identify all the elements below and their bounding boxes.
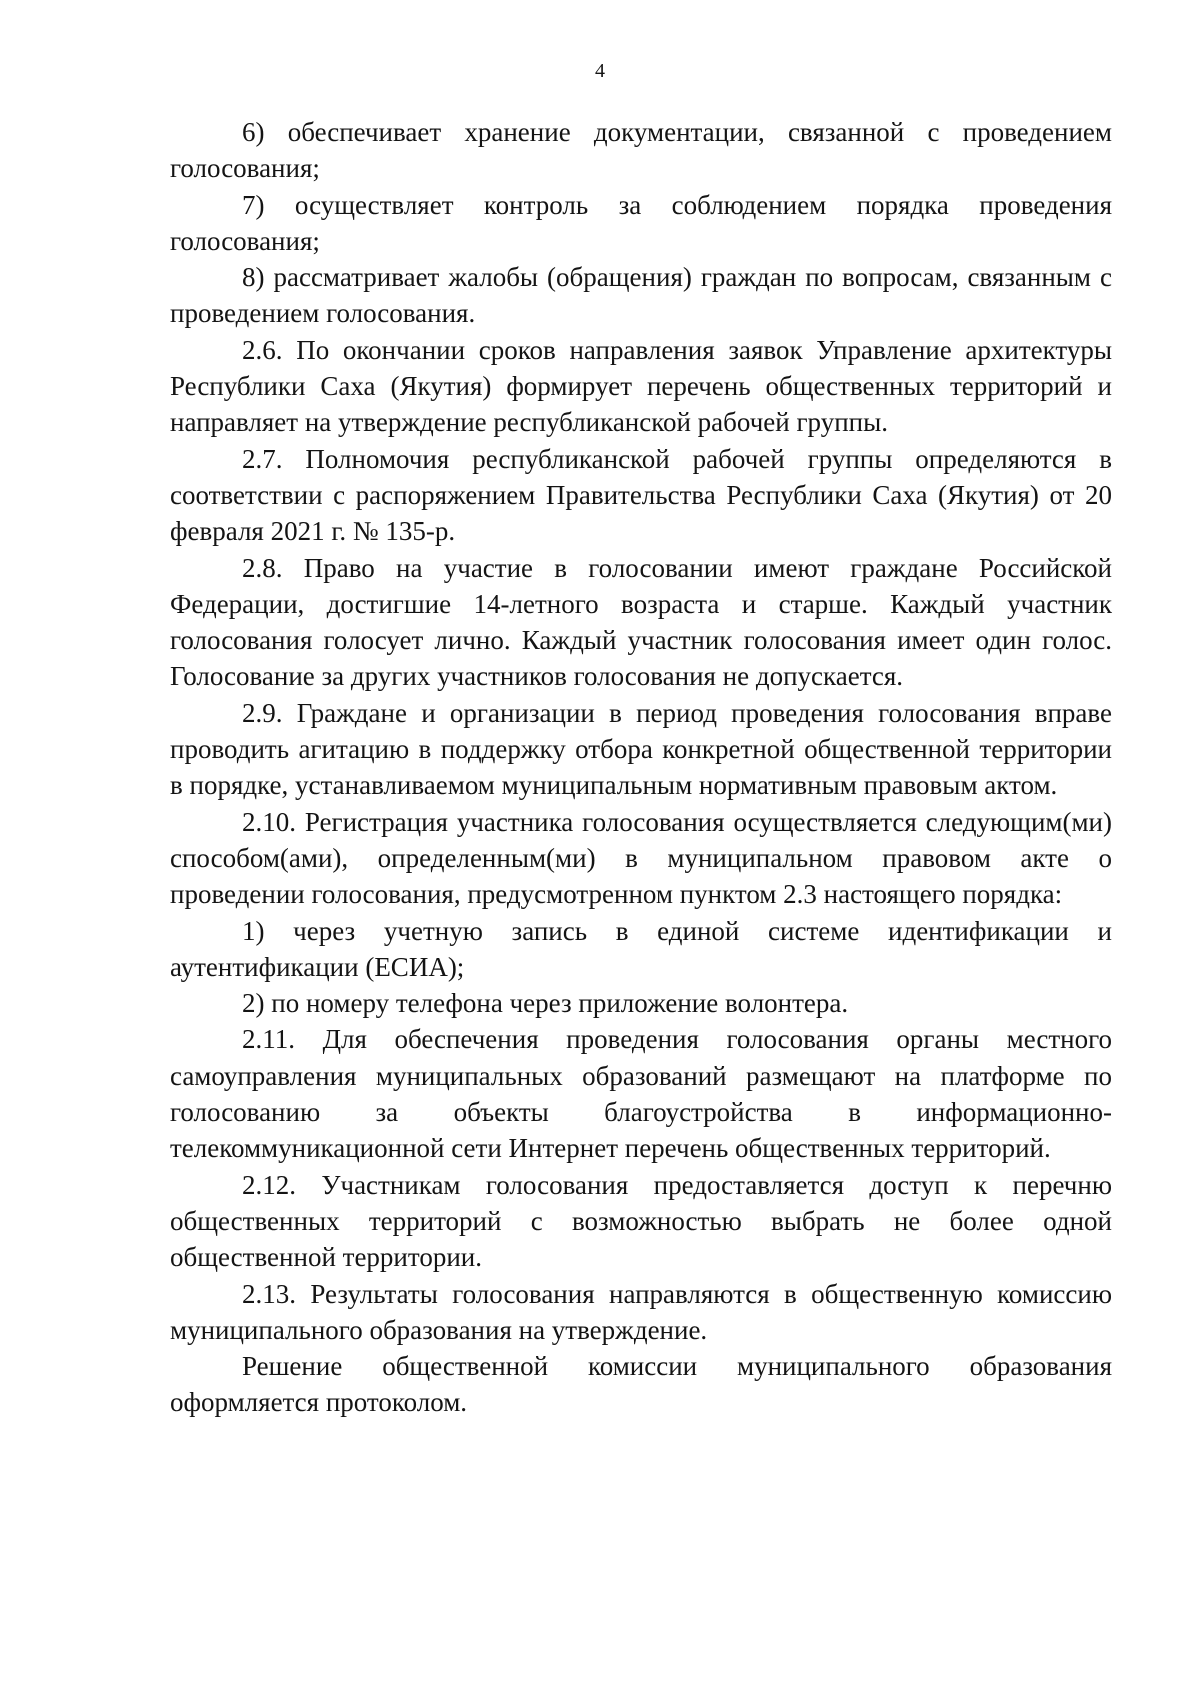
paragraph-2-6: 2.6. По окончании сроков направления заявок Управление архитектуры Республики Саха (Якутия) формирует перечень общественных территорий и направляет на утверждение республиканской рабочей группы. (170, 334, 1112, 438)
paragraph-2-9: 2.9. Граждане и организации в период проведения голосования вправе проводить агитацию в поддержку отбора конкретной общественной территории в порядке, устанавливаемом муниципальным нормативным правовым актом. (170, 697, 1112, 801)
paragraph-sub-1: 1) через учетную запись в единой системе идентификации и аутентификации (ЕСИА); (170, 915, 1112, 982)
paragraph-2-11: 2.11. Для обеспечения проведения голосования органы местного самоуправления муниципальных образований размещают на платформе по голосованию за объекты благоустройства в информационно-телекоммуникационной сети Интернет перечень общественных территорий. (170, 1024, 1112, 1164)
paragraph-2-13: 2.13. Результаты голосования направляются в общественную комиссию муниципального образования на утверждение. (170, 1278, 1112, 1345)
paragraph-decision: Решение общественной комиссии муниципального образования оформляется протоколом. (170, 1351, 1112, 1418)
paragraph-sub-2: 2) по номеру телефона через приложение волонтера. (242, 988, 849, 1019)
page-number: 4 (595, 60, 605, 82)
paragraph-2-7: 2.7. Полномочия республиканской рабочей группы определяются в соответствии с распоряжением Правительства Республики Саха (Якутия) от 20 февраля 2021 г. № 135-р. (170, 443, 1112, 547)
paragraph-item-7: 7) осуществляет контроль за соблюдением порядка проведения голосования; (170, 189, 1112, 256)
paragraph-item-8: 8) рассматривает жалобы (обращения) граждан по вопросам, связанным с проведением голосования. (170, 262, 1112, 329)
paragraph-2-10: 2.10. Регистрация участника голосования осуществляется следующим(ми) способом(ами), определенным(ми) в муниципальном правовом акте о проведении голосования, предусмотренном пунктом 2.3 настоящего порядка: (170, 806, 1112, 910)
paragraph-2-12: 2.12. Участникам голосования предоставляется доступ к перечню общественных территорий с возможностью выбрать не более одной общественной территории. (170, 1169, 1112, 1273)
paragraph-item-6: 6) обеспечивает хранение документации, связанной с проведением голосования; (170, 117, 1112, 184)
document-body (170, 114, 1112, 1421)
paragraph-2-8: 2.8. Право на участие в голосовании имеют граждане Российской Федерации, достигшие 14-летного возраста и старше. Каждый участник голосования голосует лично. Каждый участник голосования имеет один голос. Голосование за других участников голосования не допускается. (170, 552, 1112, 692)
